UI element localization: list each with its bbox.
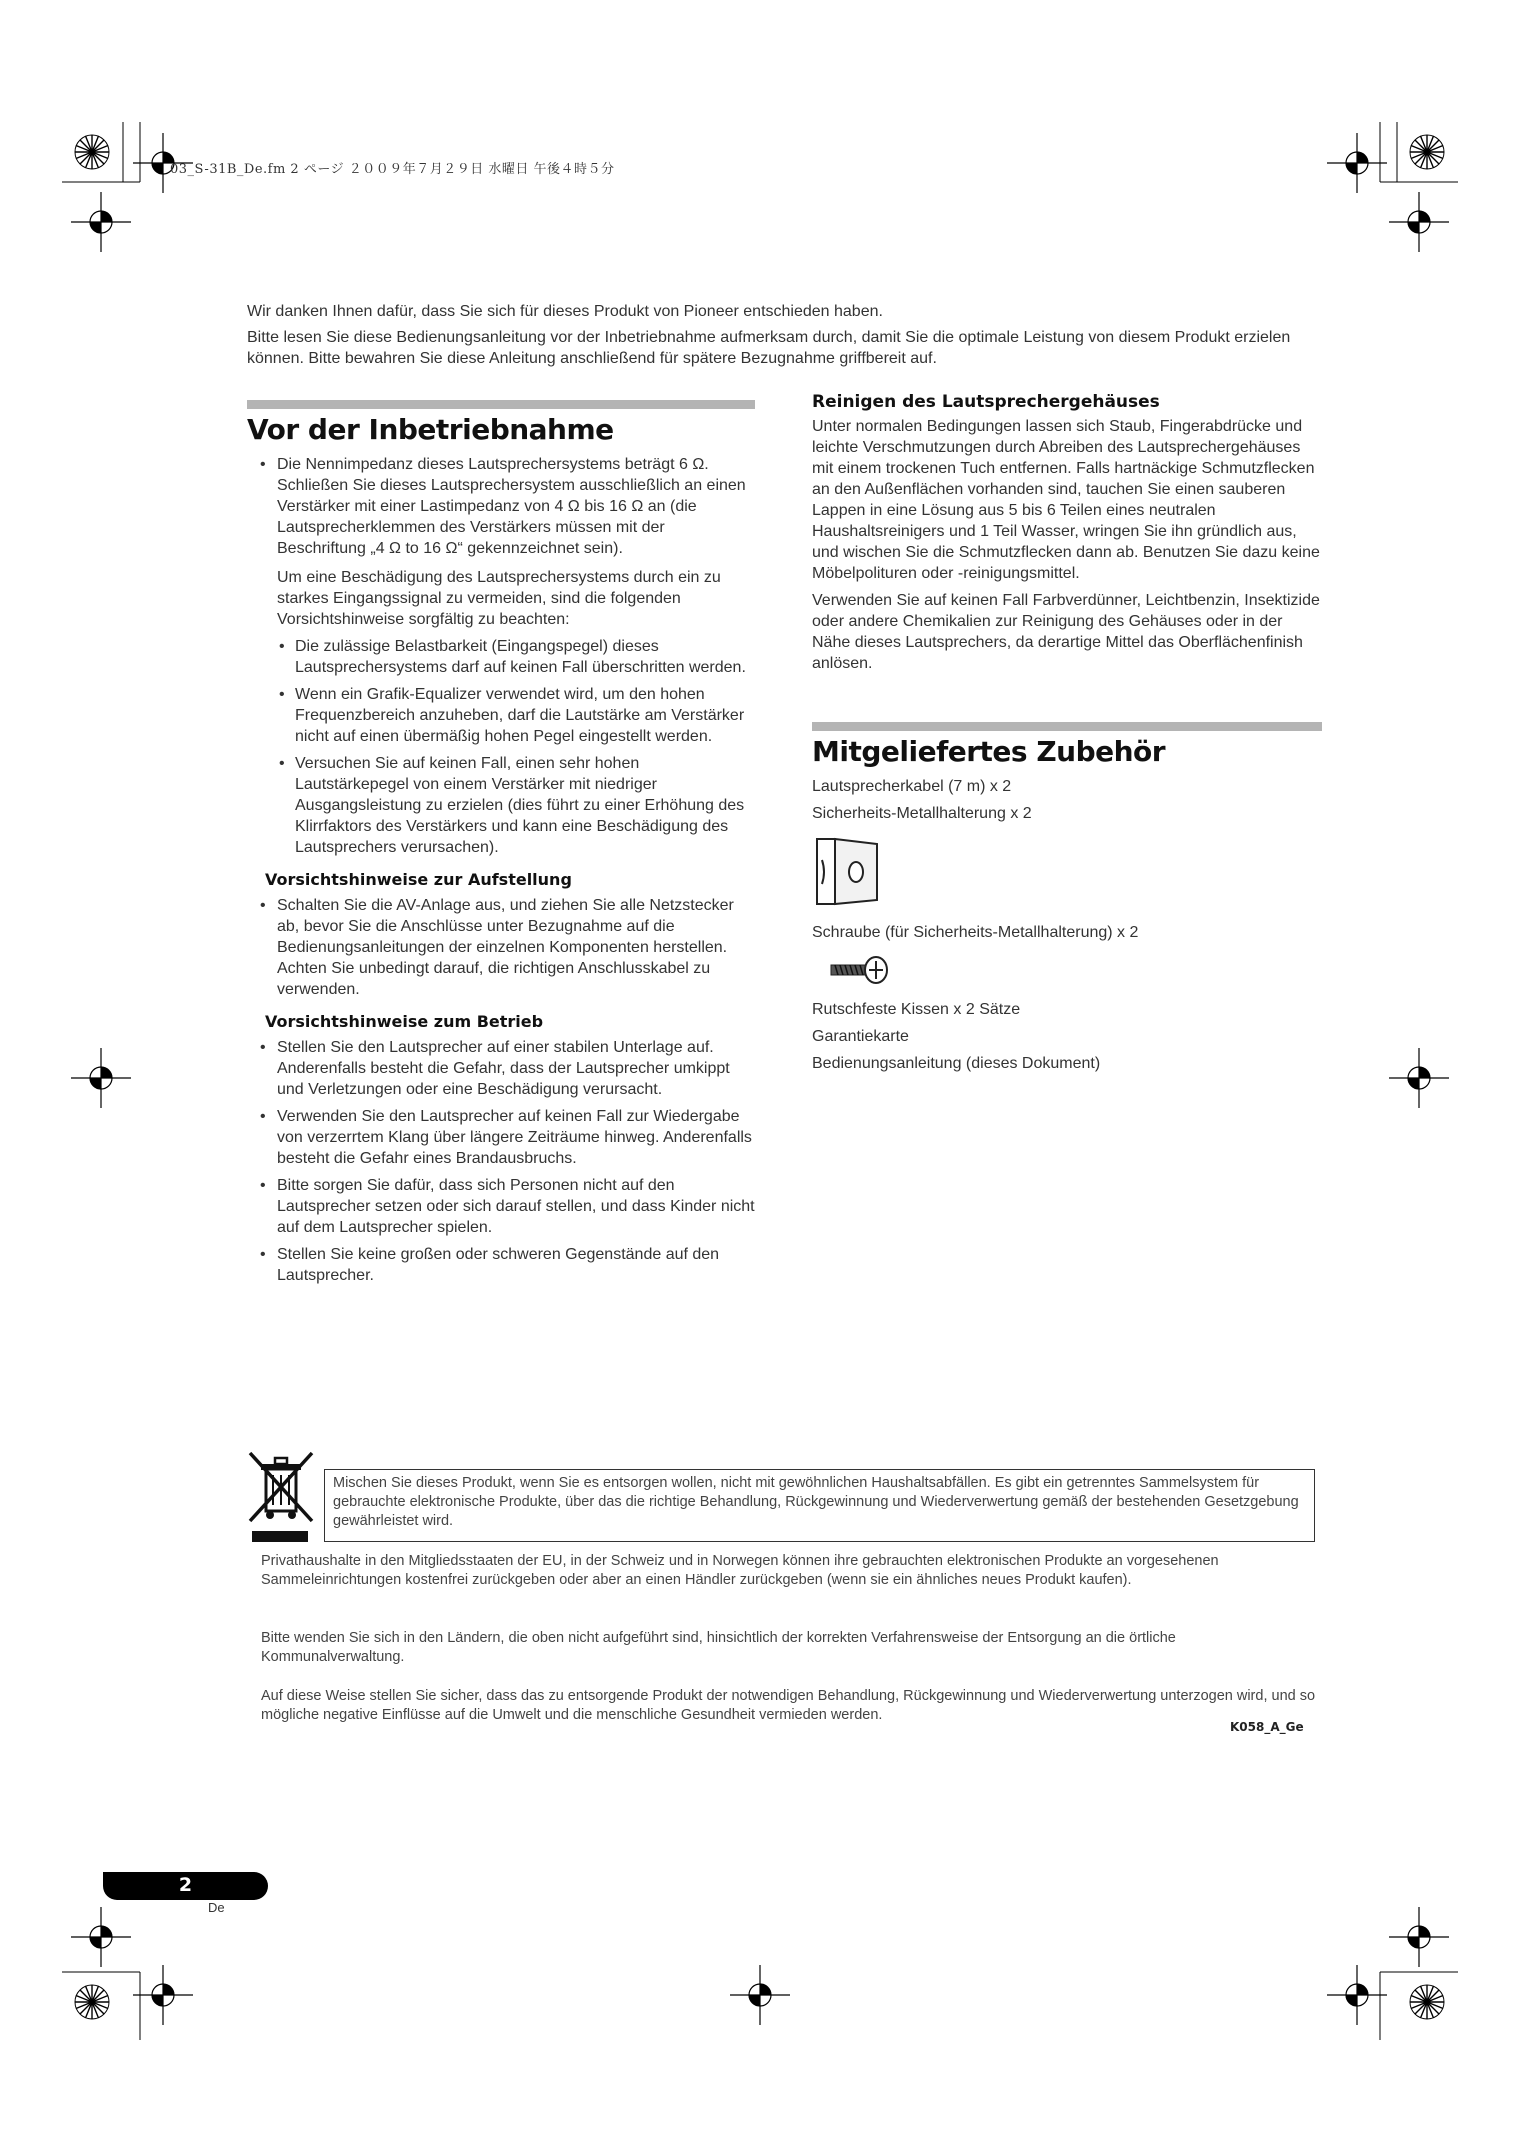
accessory-cable: Lautsprecherkabel (7 m) x 2 bbox=[812, 778, 1012, 795]
list-item: • Wenn ein Grafik-Equalizer verwendet wird, um den hohen Frequenzbereich anzuheben, darf die Lautstärke am Verstärker nicht auf einen übermäßig hohen Pegel eingestellt werden. bbox=[277, 684, 755, 747]
accessory-screw: Schraube (für Sicherheits-Metallhalterung) x 2 bbox=[812, 924, 1139, 941]
screw-icon bbox=[830, 955, 890, 985]
accessory-bracket: Sicherheits-Metallhalterung x 2 bbox=[812, 805, 1032, 822]
weee-paragraph-2: Bitte wenden Sie sich in den Ländern, die oben nicht aufgeführt sind, hinsichtlich der korrekten Verfahrensweise der Entsorgung an die örtliche Kommunalverwaltung. bbox=[261, 1630, 1176, 1665]
intro-read-manual: Bitte lesen Sie diese Bedienungsanleitung vor der Inbetriebnahme aufmerksam durch, damit Sie die optimale Leistung von diesem Produkt erzielen können. Bitte bewahren Sie diese Anleitung anschließend für spätere Bezugnahme griffbereit auf. bbox=[247, 329, 1291, 367]
main-bullet-list bbox=[247, 454, 755, 559]
file-info-line: 03_S-31B_De.fm 2 ページ ２００９年７月２９日 水曜日 午後４時５分 bbox=[170, 162, 615, 177]
overload-intro: Um eine Beschädigung des Lautsprechersystems durch ein zu starkes Eingangssignal zu vermeiden, sind die folgenden Vorsichtshinweise sorgfältig zu beachten: bbox=[277, 569, 721, 628]
cleaning-paragraph-2: Verwenden Sie auf keinen Fall Farbverdünner, Leichtbenzin, Insektizide oder andere Chemikalien zur Reinigung des Gehäuses oder in der Nähe dieses Lautsprechers, da derartige Mittel das Oberflächenfinish anlösen. bbox=[812, 592, 1320, 672]
page-language: De bbox=[208, 1900, 225, 1915]
setup-bullet-list bbox=[247, 895, 755, 1000]
list-item: • Bitte sorgen Sie dafür, dass sich Personen nicht auf den Lautsprecher setzen oder sich darauf stellen, und dass Kinder nicht auf dem Lautsprecher spielen. bbox=[247, 1175, 755, 1238]
right-column bbox=[812, 392, 1322, 1080]
overload-sub-list bbox=[277, 636, 755, 858]
list-item bbox=[247, 454, 755, 559]
section-title-accessories: Mitgeliefertes Zubehör bbox=[812, 735, 1166, 768]
intro-thanks: Wir danken Ihnen dafür, dass Sie sich für dieses Produkt von Pioneer entschieden haben. bbox=[247, 303, 883, 320]
document-code: K058_A_Ge bbox=[1230, 1720, 1304, 1734]
cleaning-paragraph-1: Unter normalen Bedingungen lassen sich Staub, Fingerabdrücke und leichte Verschmutzungen durch Abreiben des Lautsprechergehäuses mit einem trockenen Tuch entfernen. Falls hartnäckige Schmutzflecken an den Außenflächen vorhanden sind, tauchen Sie einen sauberen Lappen in eine Lösung aus 5 bis 6 Teilen eines neutralen Haushaltsreinigers und 1 Teil Wasser, wringen Sie ihn gründlich aus, und wischen Sie die Schmutzflecken dann ab. Benutzen Sie dazu keine Möbelpolituren oder -reinigungsmittel. bbox=[812, 418, 1320, 582]
list-item: • Stellen Sie keine großen oder schweren Gegenstände auf den Lautsprecher. bbox=[247, 1244, 755, 1286]
list-item: • Die zulässige Belastbarkeit (Eingangspegel) dieses Lautsprechersystems darf auf keinen Fall überschritten werden. bbox=[277, 636, 755, 678]
weee-box-text: Mischen Sie dieses Produkt, wenn Sie es entsorgen wollen, nicht mit gewöhnlichen Haushaltsabfällen. Es gibt ein getrenntes Sammelsystem für gebrauchte elektronische Produkte, über das die richtige Behandlung, Rückgewinnung und Wiederverwertung gemäß der bestehenden Gesetzgebung gewährleistet wird. bbox=[333, 1475, 1299, 1529]
cleaning-heading: Reinigen des Lautsprechergehäuses bbox=[812, 392, 1160, 412]
section-bar bbox=[247, 400, 755, 409]
accessory-manual: Bedienungsanleitung (dieses Dokument) bbox=[812, 1055, 1101, 1072]
impedance-note: Die Nennimpedanz dieses Lautsprechersystems beträgt 6 Ω. Schließen Sie dieses Lautsprechersystem ausschließlich an einen Verstärker mit einer Lastimpedanz von 4 Ω bis 16 Ω an (die Lautsprecherklemmen des Verstärkers müssen mit der Beschriftung „4 Ω to 16 Ω“ gekennzeichnet sein). bbox=[277, 456, 746, 557]
weee-paragraph-3: Auf diese Weise stellen Sie sicher, dass das zu entsorgende Produkt der notwendigen Behandlung, Rückgewinnung und Wiederverwertung unterzogen wird, und so mögliche negative Einflüsse auf die Umwelt und die menschliche Gesundheit vermieden werden. bbox=[261, 1688, 1316, 1723]
accessory-pads: Rutschfeste Kissen x 2 Sätze bbox=[812, 1001, 1021, 1018]
operation-bullet-list bbox=[247, 1037, 755, 1286]
list-item: • Schalten Sie die AV-Anlage aus, und ziehen Sie alle Netzstecker ab, bevor Sie die Anschlüsse unter Bezugnahme auf die Bedienungsanleitungen der einzelnen Komponenten herstellen. Achten Sie unbedingt darauf, die richtigen Anschlusskabel zu verwenden. bbox=[247, 895, 755, 1000]
weee-notice-box bbox=[324, 1469, 1315, 1542]
page-number: 2 bbox=[178, 1874, 193, 1896]
weee-bin-icon bbox=[248, 1451, 314, 1543]
list-item: • Versuchen Sie auf keinen Fall, einen sehr hohen Lautstärkepegel von einem Verstärker mit niedriger Ausgangsleistung zu erzielen (dies führt zu einer Erhöhung des Klirrfaktors des Verstärkers und kann eine Beschädigung des Lautsprechers verursachen). bbox=[277, 753, 755, 858]
setup-heading: Vorsichtshinweise zur Aufstellung bbox=[265, 870, 572, 889]
accessory-warranty: Garantiekarte bbox=[812, 1028, 909, 1045]
weee-paragraph-1: Privathaushalte in den Mitgliedsstaaten der EU, in der Schweiz und in Norwegen können ihre gebrauchten elektronischen Produkte an vorgesehenen Sammeleinrichtungen kostenfrei zurückgeben oder aber an einen Händler zurückgeben (wenn sie ein ähnliches neues Produkt kaufen). bbox=[261, 1553, 1219, 1588]
left-column bbox=[247, 400, 755, 1292]
section-title-before-use: Vor der Inbetriebnahme bbox=[247, 413, 614, 446]
list-item: • Verwenden Sie den Lautsprecher auf keinen Fall zur Wiedergabe von verzerrtem Klang über längere Zeiträume hinweg. Anderenfalls besteht die Gefahr eines Brandausbruchs. bbox=[247, 1106, 755, 1169]
section-bar bbox=[812, 722, 1322, 731]
operation-heading: Vorsichtshinweise zum Betrieb bbox=[265, 1012, 544, 1031]
list-item: • Stellen Sie den Lautsprecher auf einer stabilen Unterlage auf. Anderenfalls besteht die Gefahr, dass der Lautsprecher umkippt und Verletzungen oder eine Beschädigung verursacht. bbox=[247, 1037, 755, 1100]
bracket-icon bbox=[813, 836, 883, 910]
